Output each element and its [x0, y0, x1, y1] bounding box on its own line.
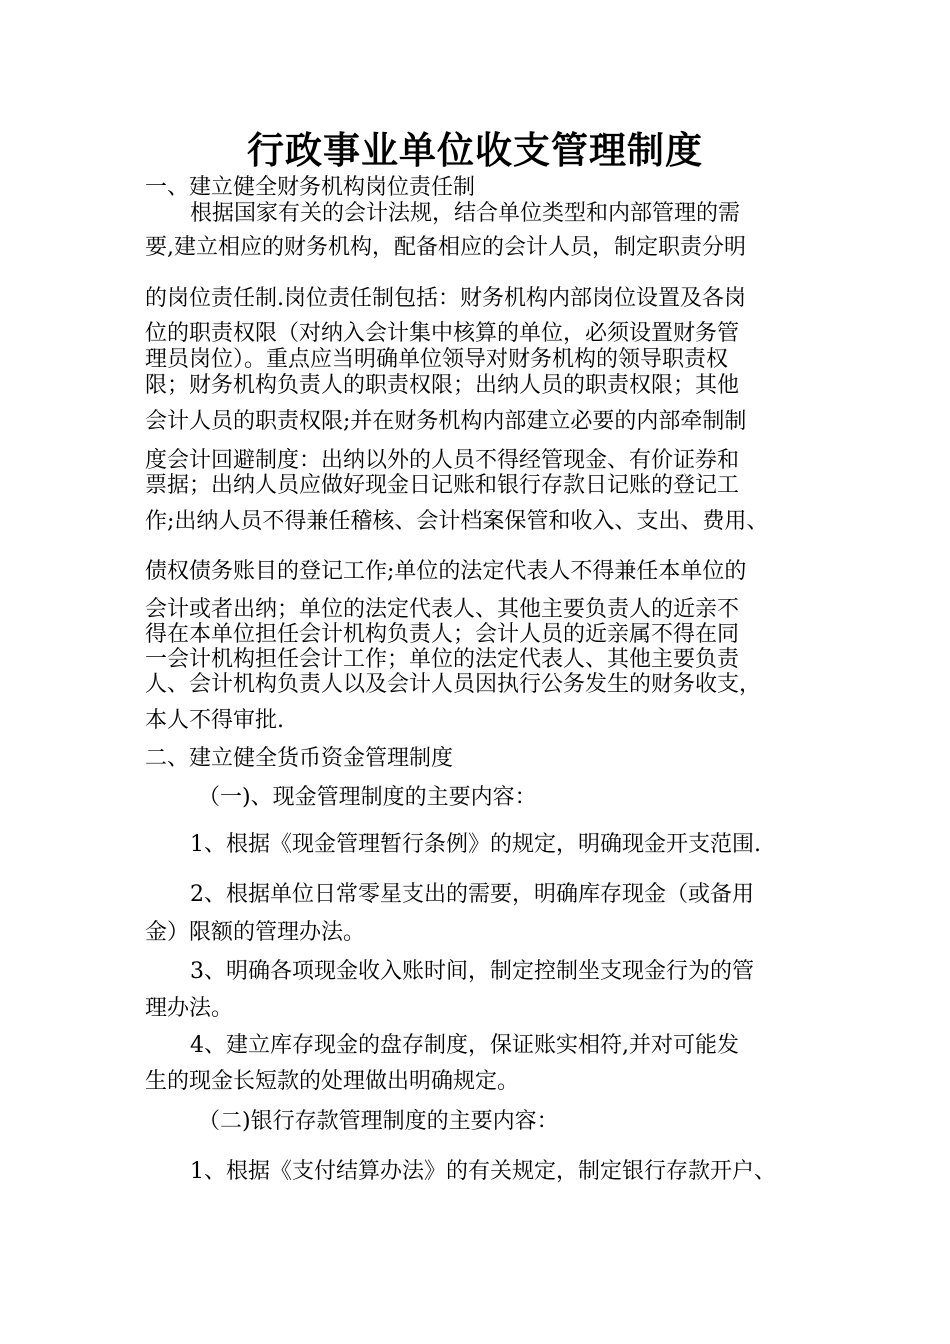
paragraph-line: 会计人员的职责权限;并在财务机构内部建立必要的内部牵制制 [145, 409, 747, 434]
paragraph-line: 度会计回避制度：出纳以外的人员不得经管现金、有价证券和 [145, 448, 740, 473]
list-item: 3、明确各项现金收入账时间，制定控制坐支现金行为的管 [190, 959, 754, 984]
list-item: 2、根据单位日常零星支出的需要，明确库存现金（或备用 [190, 882, 754, 907]
paragraph-line: 的岗位责任制.岗位责任制包括：财务机构内部岗位设置及各岗 [145, 286, 746, 311]
paragraph-line: 作;出纳人员不得兼任稽核、会计档案保管和收入、支出、费用、 [145, 509, 769, 534]
paragraph-line: 根据国家有关的会计法规，结合单位类型和内部管理的需 [190, 201, 741, 226]
paragraph-line: 要,建立相应的财务机构，配备相应的会计人员，制定职责分明 [145, 235, 746, 260]
paragraph-line: 位的职责权限（对纳入会计集中核算的单位，必须设置财务管 [145, 321, 740, 346]
paragraph-line: 理员岗位）。重点应当明确单位领导对财务机构的领导职责权 [145, 347, 729, 372]
paragraph-line: 得在本单位担任会计机构负责人；会计人员的近亲属不得在同 [145, 622, 740, 647]
paragraph-line: 一会计机构担任会计工作；单位的法定代表人、其他主要负责 [145, 647, 740, 672]
list-item-continuation: 理办法。 [145, 996, 234, 1021]
paragraph-line: 债权债务账目的登记工作;单位的法定代表人不得兼任本单位的 [145, 559, 747, 584]
subsection-heading: （一)、现金管理制度的主要内容： [198, 785, 537, 810]
list-item: 1、根据《支付结算办法》的有关规定，制定银行存款开户、 [190, 1159, 776, 1184]
subsection-heading: （二)银行存款管理制度的主要内容： [198, 1109, 559, 1134]
list-item: 4、建立库存现金的盘存制度，保证账实相符,并对可能发 [190, 1033, 739, 1058]
list-item-continuation: 生的现金长短款的处理做出明确规定。 [145, 1069, 520, 1094]
paragraph-line: 限；财务机构负责人的职责权限；出纳人员的职责权限；其他 [145, 373, 740, 398]
paragraph-line: 票据；出纳人员应做好现金日记账和银行存款日记账的登记工 [145, 473, 740, 498]
paragraph-line: 会计或者出纳；单位的法定代表人、其他主要负责人的近亲不 [145, 597, 740, 622]
section-heading-1: 一、建立健全财务机构岗位责任制 [145, 175, 476, 200]
section-heading-2: 二、建立健全货币资金管理制度 [145, 746, 454, 771]
list-item: 1、根据《现金管理暂行条例》的规定，明确现金开支范围. [190, 832, 761, 857]
document-title: 行政事业单位收支管理制度 [247, 128, 703, 172]
paragraph-line: 本人不得审批. [145, 708, 284, 733]
list-item-continuation: 金）限额的管理办法。 [145, 920, 366, 945]
paragraph-line: 人、会计机构负责人以及会计人员因执行公务发生的财务收支， [145, 672, 762, 697]
